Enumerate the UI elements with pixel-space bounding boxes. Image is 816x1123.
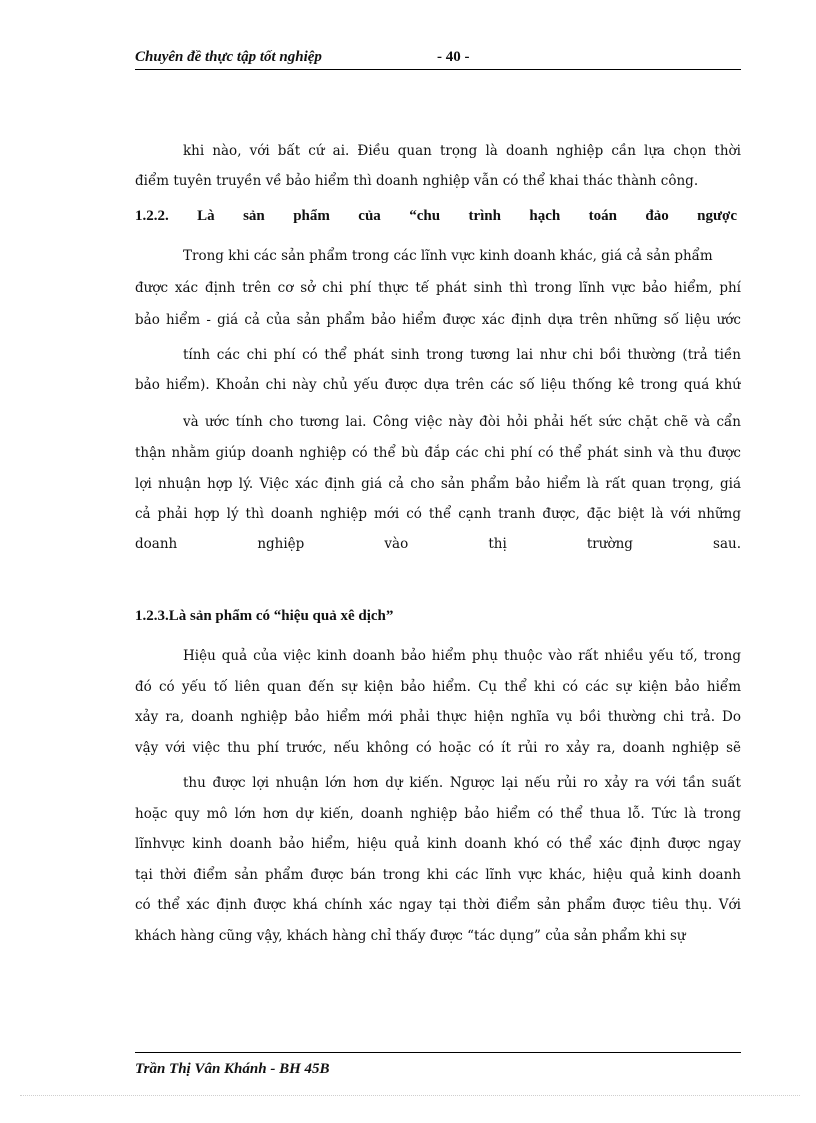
text-line: vậy với việc thu phí trước, nếu không có hoặc có ít rủi ro xảy ra, doanh nghiệp sẽ [135,740,741,756]
text-line: và ước tính cho tương lai. Công việc này đòi hỏi phải hết sức chặt chẽ và cẩn [183,414,741,430]
text-line: hoặc quy mô lớn hơn dự kiến, doanh nghiệp bảo hiểm có thể thua lỗ. Tức là trong [135,806,741,822]
text-line: Trong khi các sản phẩm trong các lĩnh vực kinh doanh khác, giá cả sản phẩm [183,248,713,264]
section-heading-1-2-3: 1.2.3.Là sản phẩm có “hiệu quả xê dịch” [135,608,394,624]
text-line: có thể xác định được khá chính xác ngay tại thời điểm sản phẩm được tiêu thụ. Với [135,897,741,913]
text-line: lĩnhvực kinh doanh bảo hiểm, hiệu quả kinh doanh khó có thể xác định được ngay [135,836,741,852]
text-line: khi nào, với bất cứ ai. Điều quan trọng là doanh nghiệp cần lựa chọn thời [183,143,741,159]
text-line: xảy ra, doanh nghiệp bảo hiểm mới phải thực hiện nghĩa vụ bồi thường chi trả. Do [135,709,741,725]
text-line: thu được lợi nhuận lớn hơn dự kiến. Ngược lại nếu rủi ro xảy ra với tần suất [183,775,741,791]
text-line: khách hàng cũng vậy, khách hàng chỉ thấy được “tác dụng” của sản phẩm khi sự [135,928,686,944]
page-footer [135,1052,741,1077]
text-line: tính các chi phí có thể phát sinh trong tương lai như chi bồi thường (trả tiền [183,347,741,363]
text-line: lợi nhuận hợp lý. Việc xác định giá cả cho sản phẩm bảo hiểm là rất quan trọng, giá [135,476,741,492]
text-line: Hiệu quả của việc kinh doanh bảo hiểm phụ thuộc vào rất nhiều yếu tố, trong [183,648,741,664]
text-line: đó có yếu tố liên quan đến sự kiện bảo hiểm. Cụ thể khi có các sự kiện bảo hiểm [135,679,741,695]
page-number: - 40 - [437,49,470,65]
text-line: điểm tuyên truyền về bảo hiểm thì doanh nghiệp vẫn có thể khai thác thành công. [135,173,699,189]
text-line: bảo hiểm - giá cả của sản phẩm bảo hiểm được xác định dựa trên những số liệu ước [135,312,741,328]
text-line: tại thời điểm sản phẩm được bán trong khi các lĩnh vực khác, hiệu quả kinh doanh [135,867,741,883]
footer-author: Trần Thị Vân Khánh - BH 45B [135,1061,330,1077]
header-title: Chuyên đề thực tập tốt nghiệp [135,49,322,65]
text-line: được xác định trên cơ sở chi phí thực tế phát sinh thì trong lĩnh vực bảo hiểm, phí [135,280,741,296]
text-line: doanh nghiệp vào thị trường sau. [135,536,741,552]
page-edge-divider [20,1095,800,1096]
text-line: cả phải hợp lý thì doanh nghiệp mới có thể cạnh tranh được, đặc biệt là với những [135,506,741,522]
text-line: thận nhằm giúp doanh nghiệp có thể bù đắp các chi phí có thể phát sinh và thu được [135,445,741,461]
section-heading-1-2-2: 1.2.2. Là sản phẩm của “chu trình hạch toán đảo ngược [135,208,737,224]
page-header [135,47,741,70]
text-line: bảo hiểm). Khoản chi này chủ yếu được dựa trên các số liệu thống kê trong quá khứ [135,377,741,393]
